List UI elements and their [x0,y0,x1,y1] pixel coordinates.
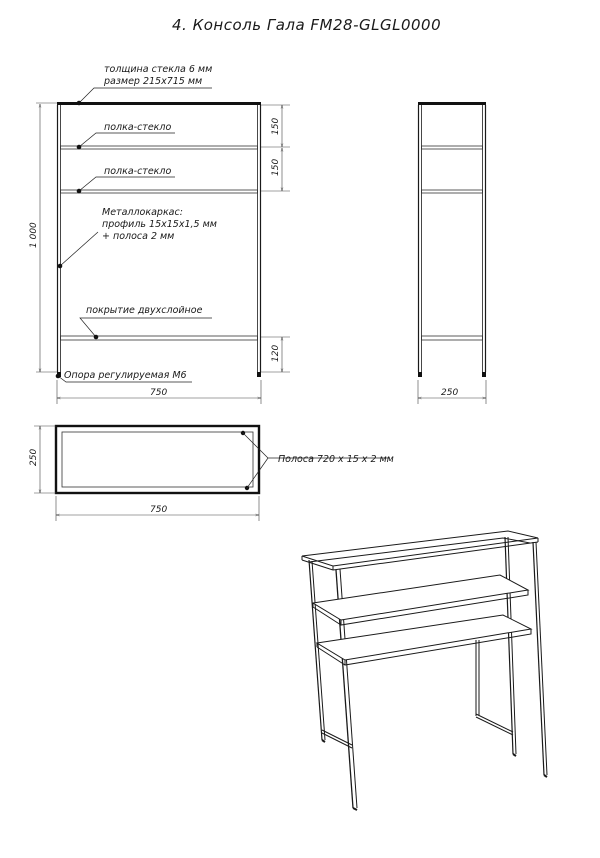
callout-glass-top-1: толщина стекла 6 мм [104,64,213,75]
front-glass-top [57,102,261,105]
iso-foot-4 [513,754,516,756]
dot-glass-top [77,101,82,106]
side-glass-top [418,102,486,105]
front-bottom-rail [61,336,258,340]
leader-frame [60,232,98,266]
leader-strip-b [247,458,268,488]
plan-view [29,426,394,521]
leader-glass-top [79,88,212,103]
iso-leg-front-right [533,542,544,775]
leader-shelf-1 [79,133,175,147]
dot-frame [58,264,63,269]
iso-shelf-1 [313,575,528,620]
drawing-title: 4. Консоль Гала FM28-GLGL0000 [172,16,442,34]
side-shelf-2 [422,190,483,193]
plan-outer [56,426,259,493]
leader-coating [80,318,212,337]
leader-shelf-2 [79,177,175,191]
callout-frame-1: Металлокаркас: [102,207,183,218]
isometric-view [302,531,547,810]
iso-bottom-rail-back [476,714,513,732]
callout-shelf-1: полка-стекло [104,122,172,133]
dot-shelf-2 [77,189,82,194]
iso-foot-1 [353,808,357,810]
iso-bottom-rail-back-b [476,717,513,735]
iso-shelf-2 [317,615,531,660]
callout-coating: покрытие двухслойное [86,305,203,316]
callout-foot: Опора регулируемая М6 [64,370,187,381]
side-view [418,102,486,404]
dim-plan-depth-text: 250 [29,448,39,466]
front-shelf-1 [61,146,258,149]
dim-rail-text: 120 [271,344,281,362]
callout-glass-top-2: размер 215х715 мм [104,76,203,87]
dim-front-width-text: 750 [150,388,168,398]
side-left-foot [418,372,422,377]
dim-gap1-text: 150 [271,117,281,135]
dot-coating [94,335,99,340]
callout-strip: Полоса 720 х 15 х 2 мм [278,454,394,465]
callout-shelf-2: полка-стекло [104,166,172,177]
dot-shelf-1 [77,145,82,150]
iso-foot-3 [322,740,325,742]
iso-leg-back-left [309,560,322,740]
front-right-foot [257,372,261,377]
callout-frame-3: + полоса 2 мм [102,231,175,242]
side-bottom-rail [422,336,483,340]
callout-frame-2: профиль 15х15х1,5 мм [102,219,217,230]
dim-gap2-text: 150 [271,158,281,176]
front-view [29,64,290,404]
dim-height-text: 1 000 [29,222,39,248]
iso-foot-2 [544,775,547,777]
dim-side-text: 250 [441,388,459,398]
side-shelf-1 [422,146,483,149]
front-shelf-2 [61,190,258,193]
dim-plan-width-text: 750 [150,505,168,515]
plan-inner [62,432,253,487]
side-right-foot [482,372,486,377]
iso-leg-front-right-b [536,542,547,775]
dot-foot [56,374,61,379]
